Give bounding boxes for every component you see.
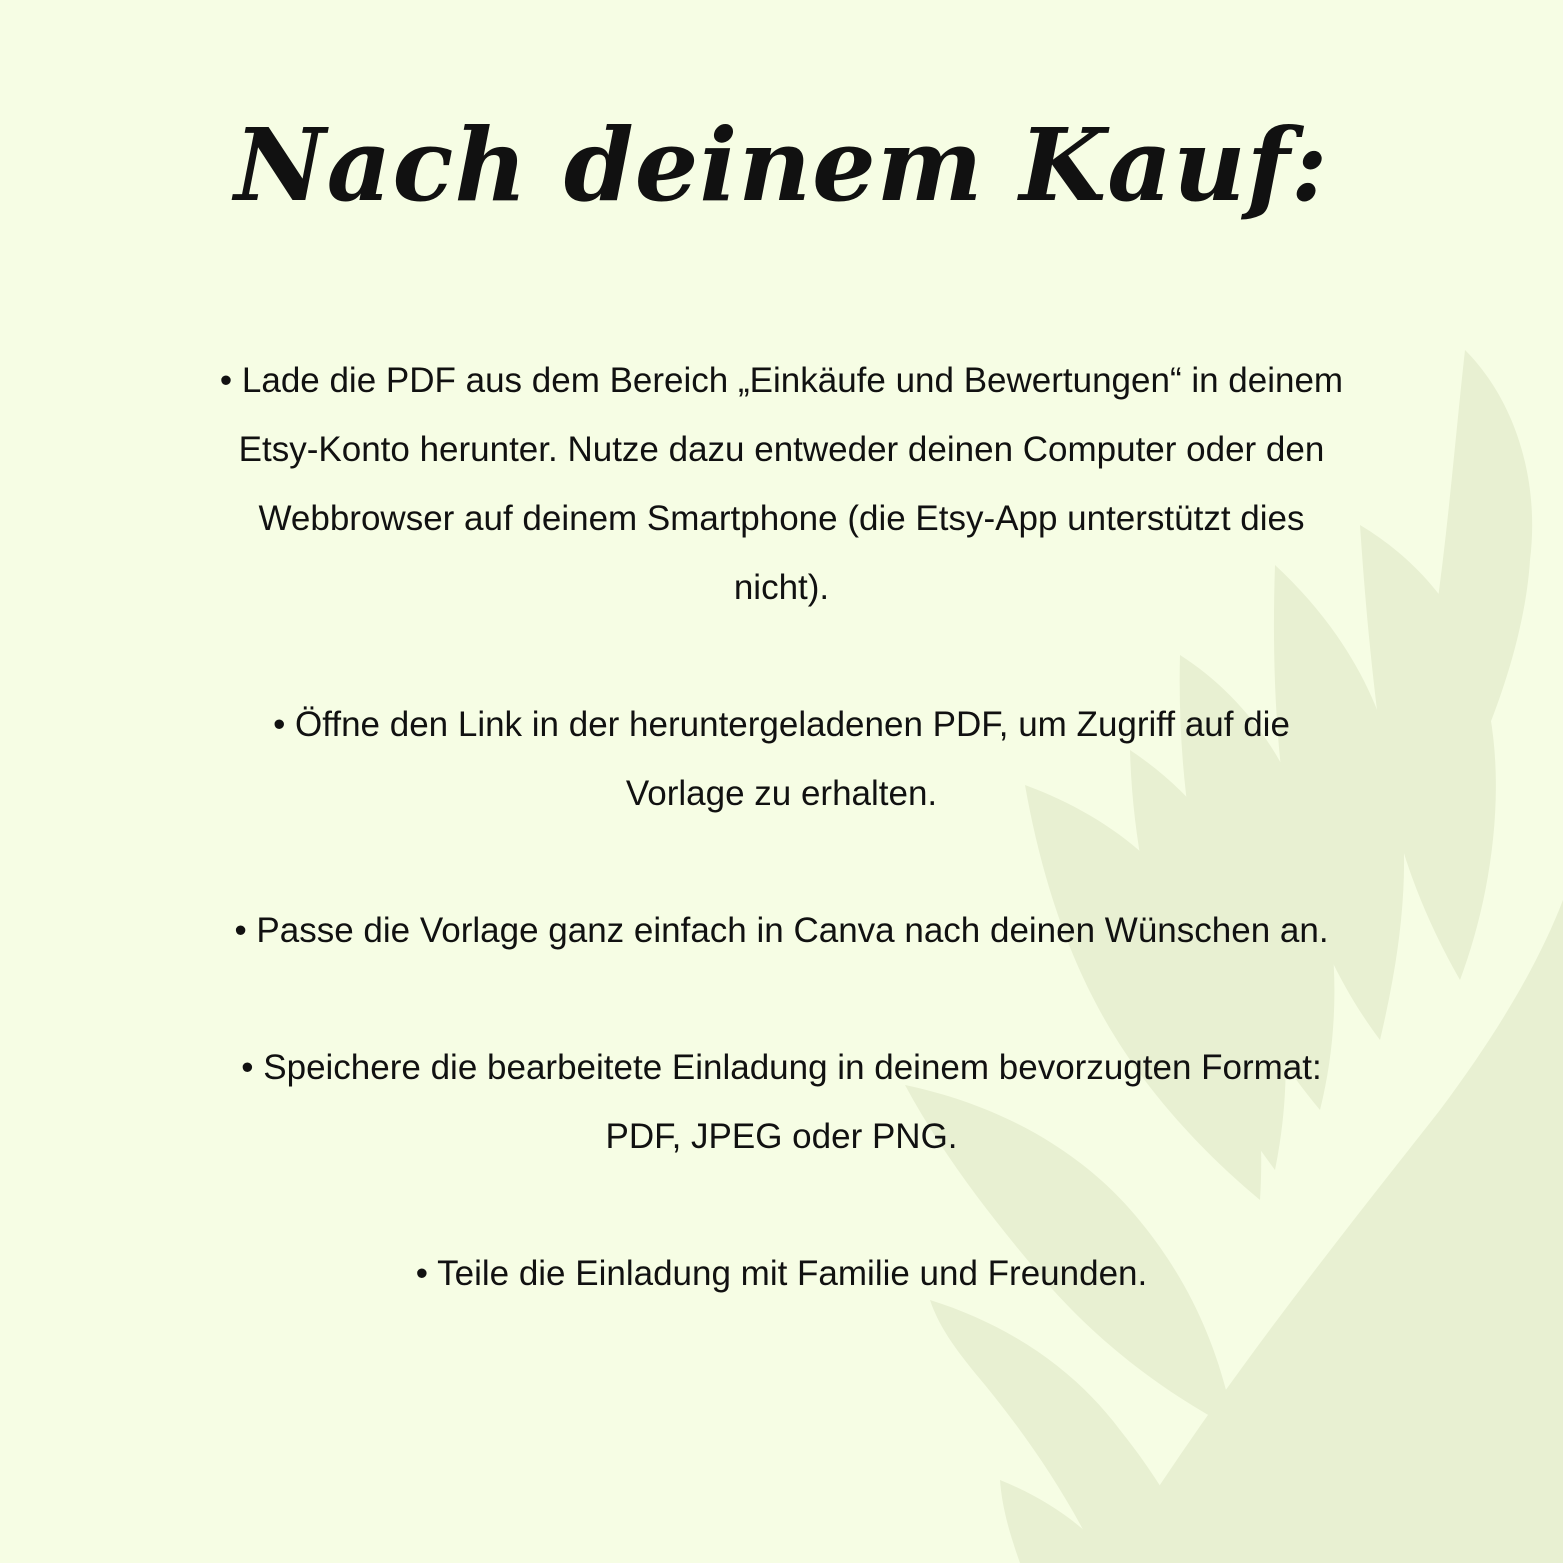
page-title: Nach deinem Kauf: [234, 106, 1329, 224]
instruction-step-4: • Speichere die bearbeitete Einladung in deinem bevorzugten Format: PDF, JPEG oder PNG. [241, 1048, 1322, 1156]
instruction-step-5: • Teile die Einladung mit Familie und Freunden. [415, 1254, 1148, 1293]
instruction-list [215, 346, 1348, 1308]
instruction-step-3: • Passe die Vorlage ganz einfach in Canva nach deinen Wünschen an. [234, 911, 1329, 950]
instruction-step-2: • Öffne den Link in der heruntergeladenen PDF, um Zugriff auf die Vorlage zu erhalten. [273, 705, 1290, 813]
instruction-step-1: • Lade die PDF aus dem Bereich „Einkäufe und Bewertungen“ in deinem Etsy-Konto herunter. Nutze dazu entweder deinen Computer oder den Webbrowser auf deinem Smartphone (die Etsy-App unterstützt dies nicht). [219, 361, 1344, 607]
